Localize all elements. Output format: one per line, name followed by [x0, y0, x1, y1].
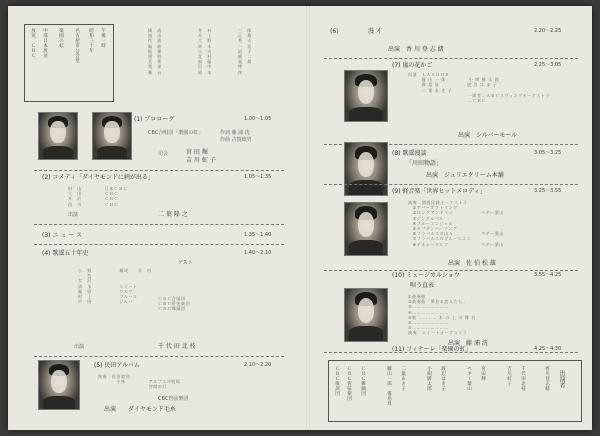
item-8-subtitle: 「川田物語」	[406, 160, 443, 167]
item-9-cast: 出演 佐 伯 松 雄	[448, 260, 496, 267]
credits-vertical-text: 名古屋市公会堂	[74, 28, 80, 63]
divider	[324, 270, 578, 271]
program-item-7: (7) 嵐の花かご	[392, 62, 433, 69]
item-5-note: CBC管弦楽団	[158, 396, 189, 402]
item-6-time: 2.20〜2.25	[534, 28, 562, 34]
item-2-time: 1.05〜1.35	[244, 174, 272, 180]
item-2-cast-label: 出演	[68, 212, 79, 218]
item-1-credit: 作曲 古賀政男	[220, 137, 252, 143]
program-item-6: 漫 才	[368, 28, 382, 35]
item-1-time: 1.00〜1.05	[244, 116, 272, 122]
performers-column: ＣＢＣ歌謡団	[334, 366, 340, 396]
performers-column: 吉川虹子	[506, 366, 512, 386]
item-4-time: 1.40〜2.10	[244, 250, 272, 256]
divider	[34, 170, 284, 171]
item-2-cast: 二 葉 隆 之	[158, 211, 188, 218]
item-5-cast-list: 演奏 民田楽団 小林 アルプスの牧場 谷間の灯	[98, 374, 181, 390]
item-7-cast: 出演 シルバーモール	[458, 132, 518, 139]
staff-list: 三 郎 正 雄 秀 夫 一 男 昭 子 健 二 義 雄 博 茂	[238, 28, 252, 75]
divider	[34, 356, 284, 357]
performers-column: ＣＢＣ管弦楽団	[346, 366, 352, 401]
item-4-guest-label: ゲスト	[178, 260, 193, 266]
item-11-time: 4.25〜4.30	[534, 346, 562, 352]
item-8-cast: 出演 ジュリエクリーム本舗	[426, 172, 504, 179]
staff-list: 構 成 演 出 作 曲 編 曲 指 揮 照 明 美 術 効 果 舞 台	[148, 28, 162, 75]
item-1-host: 宮 田 輝	[186, 149, 208, 156]
program-item-3: (3) ニ ュ ー ス	[42, 232, 83, 239]
item-5-host: 出演 ダイヤモンド毛糸	[104, 406, 176, 413]
performers-column: 香川登志緒	[544, 366, 550, 391]
performer-photo	[344, 288, 388, 342]
item-10-subtitle: 唄う直表	[410, 282, 435, 289]
performers-column: 渡辺はま子	[440, 366, 446, 391]
program-item-11: (11) フィナーレ「楽園の虹」	[392, 346, 472, 353]
item-8-time: 3.05〜3.25	[534, 150, 562, 156]
item-4-song-list: ＣＢＣ合唱団 ＣＢＣ管弦楽団 ＣＢＣ舞踊団	[158, 296, 191, 312]
left-page	[8, 6, 308, 430]
item-9-song-list: 演奏 関西民謡オーケストラ ①アバーダクトリング ②ロングアンドラン ペギー葉山 ③ジングルベル ④ブルーエンジェル ⑤セプテンバーソング ⑥フラバルスの山々 ペギー葉山 ⑦フラバルスのブルースエン ⑧テネシーワルツ ペギー葉山	[408, 200, 505, 247]
performer-photo	[344, 142, 388, 196]
performers-column: 宮田輝	[480, 366, 486, 381]
program-item-10: (10) ミュージカルショウ	[392, 272, 460, 279]
divider	[324, 184, 578, 185]
page-number: (6)	[330, 28, 339, 35]
divider	[34, 224, 284, 225]
credits-vertical-text: 昭和三十年	[88, 28, 94, 53]
program-item-2: (2) コメディ「ダイヤモンドに刺が出る」	[42, 174, 154, 181]
performers-column: 小唄勝太郎	[426, 366, 432, 391]
item-10-cast: 出演 藤 浦 洸	[448, 340, 488, 347]
program-spread	[8, 6, 592, 430]
item-6-cast: 出演 香 川 登 志 緒	[388, 46, 444, 53]
performers-column: ペギー葉山	[466, 366, 472, 391]
credits-vertical-text: 中部日本放送	[42, 28, 48, 58]
item-4-cast-list: 小 野 構成 井 村 一 色 大 沢 清 水 スイート 藤 原 ワルツ 村 上 ブルース 中 田 ジルバ	[78, 268, 152, 305]
item-10-song-list: ①前奏曲 ②前奏曲「夢見る恋人たち」 ③…………………… ④…………………… ⑤歌 ………… 木 の 上 の 舞 台 ⑥…………………… ⑦…………………… 演奏 スイートオーケストラ	[408, 294, 476, 336]
performer-photo	[344, 70, 388, 122]
performers-column: 千代田北枝	[520, 366, 526, 391]
item-5-time: 2.10〜2.20	[244, 362, 272, 368]
program-item-8: (8) 歌謡漫談	[392, 150, 427, 157]
divider	[34, 244, 284, 245]
performer-photo	[38, 360, 80, 410]
performer-photo	[92, 112, 132, 160]
credits-vertical-text: 楽園の虹	[58, 28, 64, 48]
staff-list: 井 村 井 上 大 野 鈴 木 小 川 北 村 加 藤 田 中 岡 本	[198, 28, 212, 75]
performers-title: 出演者	[558, 370, 565, 388]
credits-vertical-text: 午後一時	[100, 28, 106, 48]
performer-photo	[38, 112, 78, 160]
program-item-1: (1) プロローグ	[134, 116, 175, 123]
right-page	[308, 6, 592, 430]
item-3-time: 1.35〜1.40	[244, 232, 272, 238]
item-4-cast-label: 出演	[74, 344, 85, 350]
program-item-5: (5) 民田アルバム	[94, 362, 140, 369]
performers-column: 藤山一郎 霧島昇	[386, 366, 392, 406]
item-1-host-label: 司会	[158, 151, 169, 157]
performer-photo	[344, 202, 388, 256]
item-1-host: 吉 川 虹 子	[186, 157, 216, 164]
item-7-cast-list: 出演 ＬＡＳＯＢＥ 藤 山 一 郎 小 唄 勝 太 郎 霧 島 昇 渡 辺 は ま 子 二 葉 あ き 子 一郎者…ＡＢＣスウィングオーケストラ …ＣＢＣ	[408, 72, 551, 104]
credits-vertical-text: 放送 ＣＢＣ	[30, 28, 36, 58]
performers-column: ＣＢＣ舞踊団	[360, 366, 366, 396]
program-item-4: (4) 歌謡五十年史	[42, 250, 89, 257]
performers-column: 二葉あき子	[400, 366, 406, 391]
divider	[324, 58, 578, 59]
item-2-cast-list: 村 山 日本ＣＢＣ 大 田 ＣＢＣ 井 沢 ＣＢＣ 西 川 ＣＢＣ	[68, 186, 128, 207]
program-item-9: (9) 軽音楽「世界ヒットメロディ」	[392, 188, 486, 195]
item-9-time: 3.25〜3.55	[534, 188, 562, 194]
item-1-subtitle: CBC合唱団「楽園の虹」	[148, 130, 204, 136]
item-7-time: 2.25〜3.05	[534, 62, 562, 68]
item-10-time: 3.55〜4.25	[534, 272, 562, 278]
item-4-cast: 千 代 田 北 枝	[158, 343, 196, 350]
item-1-credit: 作詞 藤 浦 洸	[220, 130, 250, 136]
